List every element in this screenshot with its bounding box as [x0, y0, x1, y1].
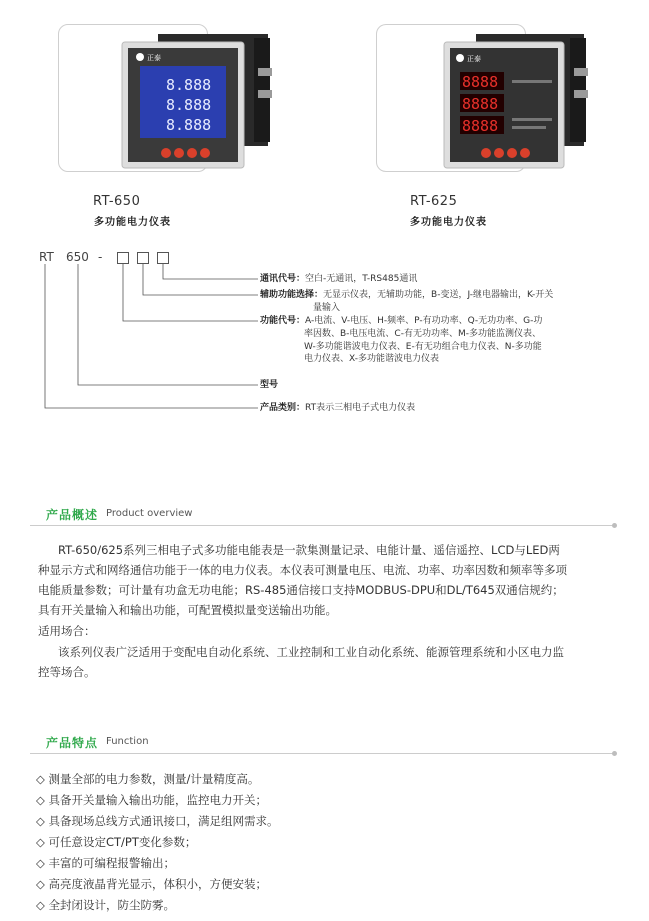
overview-line-1: RT-650/625系列三相电子式多功能电能表是一款集测量记录、电能计量、遥信遥控、LCD与LED两 [58, 543, 560, 557]
comm-code-desc: 通讯代号：空白-无通讯，T-RS485通讯 [260, 274, 418, 284]
func-code-desc-4: 电力仪表、X-多功能谐波电力仪表 [304, 354, 439, 364]
svg-text:8888: 8888 [462, 95, 499, 113]
func-code-desc-3: W-多功能谐波电力仪表、E-有无功组合电力仪表、N-多功能 [304, 342, 542, 352]
meter-brand-1: 正泰 [147, 54, 161, 62]
svg-text:8888: 8888 [462, 117, 499, 135]
feature-item-4: ◇ 可任意设定CT/PT变化参数； [36, 835, 197, 849]
overview-line-7: 控等场合。 [38, 665, 96, 679]
feature-item-6: ◇ 高亮度液晶背光显示，体积小，方便安装； [36, 877, 267, 891]
feature-item-7: ◇ 全封闭设计，防尘防雾。 [36, 898, 175, 912]
code-prefix: RT [39, 250, 54, 264]
code-dash: - [98, 250, 103, 264]
feature-item-2: ◇ 具备开关量输入输出功能，监控电力开关； [36, 793, 267, 807]
overview-line-2: 种显示方式和网络通信功能于一体的电力仪表。本仪表可测量电压、电流、功率、功率因数和频率等多项 [38, 563, 567, 577]
overview-line-4: 具有开关量输入和输出功能，可配置模拟量变送输出功能。 [38, 603, 337, 617]
features-title: 产品特点 [46, 736, 99, 750]
features-divider [30, 753, 616, 754]
svg-text:8.888: 8.888 [166, 96, 212, 114]
overview-divider-dot [612, 523, 617, 528]
func-code-desc: 功能代号：A-电流、V-电压、H-频率、P-有功功率、Q-无功功率、G-功 [260, 316, 543, 326]
svg-text:8.888: 8.888 [166, 76, 212, 94]
product-model-rt625: RT-625 [410, 194, 458, 209]
overview-line-3: 电能质量参数；可计量有功盒无功电能；RS-485通信接口支持MODBUS-DPU和DL/T645双通信规约； [38, 583, 564, 597]
overview-title-en: Product overview [106, 508, 193, 519]
product-model-rt650: RT-650 [93, 194, 141, 209]
overview-title: 产品概述 [46, 508, 99, 522]
product-name-rt625: 多功能电力仪表 [410, 217, 487, 228]
meter-brand-2: 正泰 [467, 55, 481, 63]
feature-item-3: ◇ 具备现场总线方式通讯接口，满足组网需求。 [36, 814, 279, 828]
product-name-rt650: 多功能电力仪表 [94, 217, 171, 228]
features-divider-dot [612, 751, 617, 756]
overview-line-5: 适用场合： [38, 624, 96, 638]
aux-code-desc: 辅助功能选择：无显示仪表，无辅助功能，B-变送，J-继电器输出，K-开关 [260, 290, 554, 300]
feature-item-5: ◇ 丰富的可编程报警输出； [36, 856, 175, 870]
func-code-desc-2: 率因数、B-电压电流、C-有无功功率、M-多功能监测仪表、 [304, 329, 541, 339]
code-number: 650 [66, 250, 89, 264]
type-desc: 型号 [260, 380, 279, 390]
overview-line-6: 该系列仪表广泛适用于变配电自动化系统、工业控制和工业自动化系统、能源管理系统和小区电力监 [58, 645, 564, 659]
features-title-en: Function [106, 736, 149, 747]
svg-text:8.888: 8.888 [166, 116, 212, 134]
overview-divider [30, 525, 616, 526]
svg-text:8888: 8888 [462, 73, 499, 91]
aux-code-desc-cont: 量输入 [313, 303, 341, 313]
code-connector-lines [0, 0, 649, 430]
feature-item-1: ◇ 测量全部的电力参数，测量/计量精度高。 [36, 772, 260, 786]
category-desc: 产品类别：RT表示三相电子式电力仪表 [260, 403, 416, 413]
